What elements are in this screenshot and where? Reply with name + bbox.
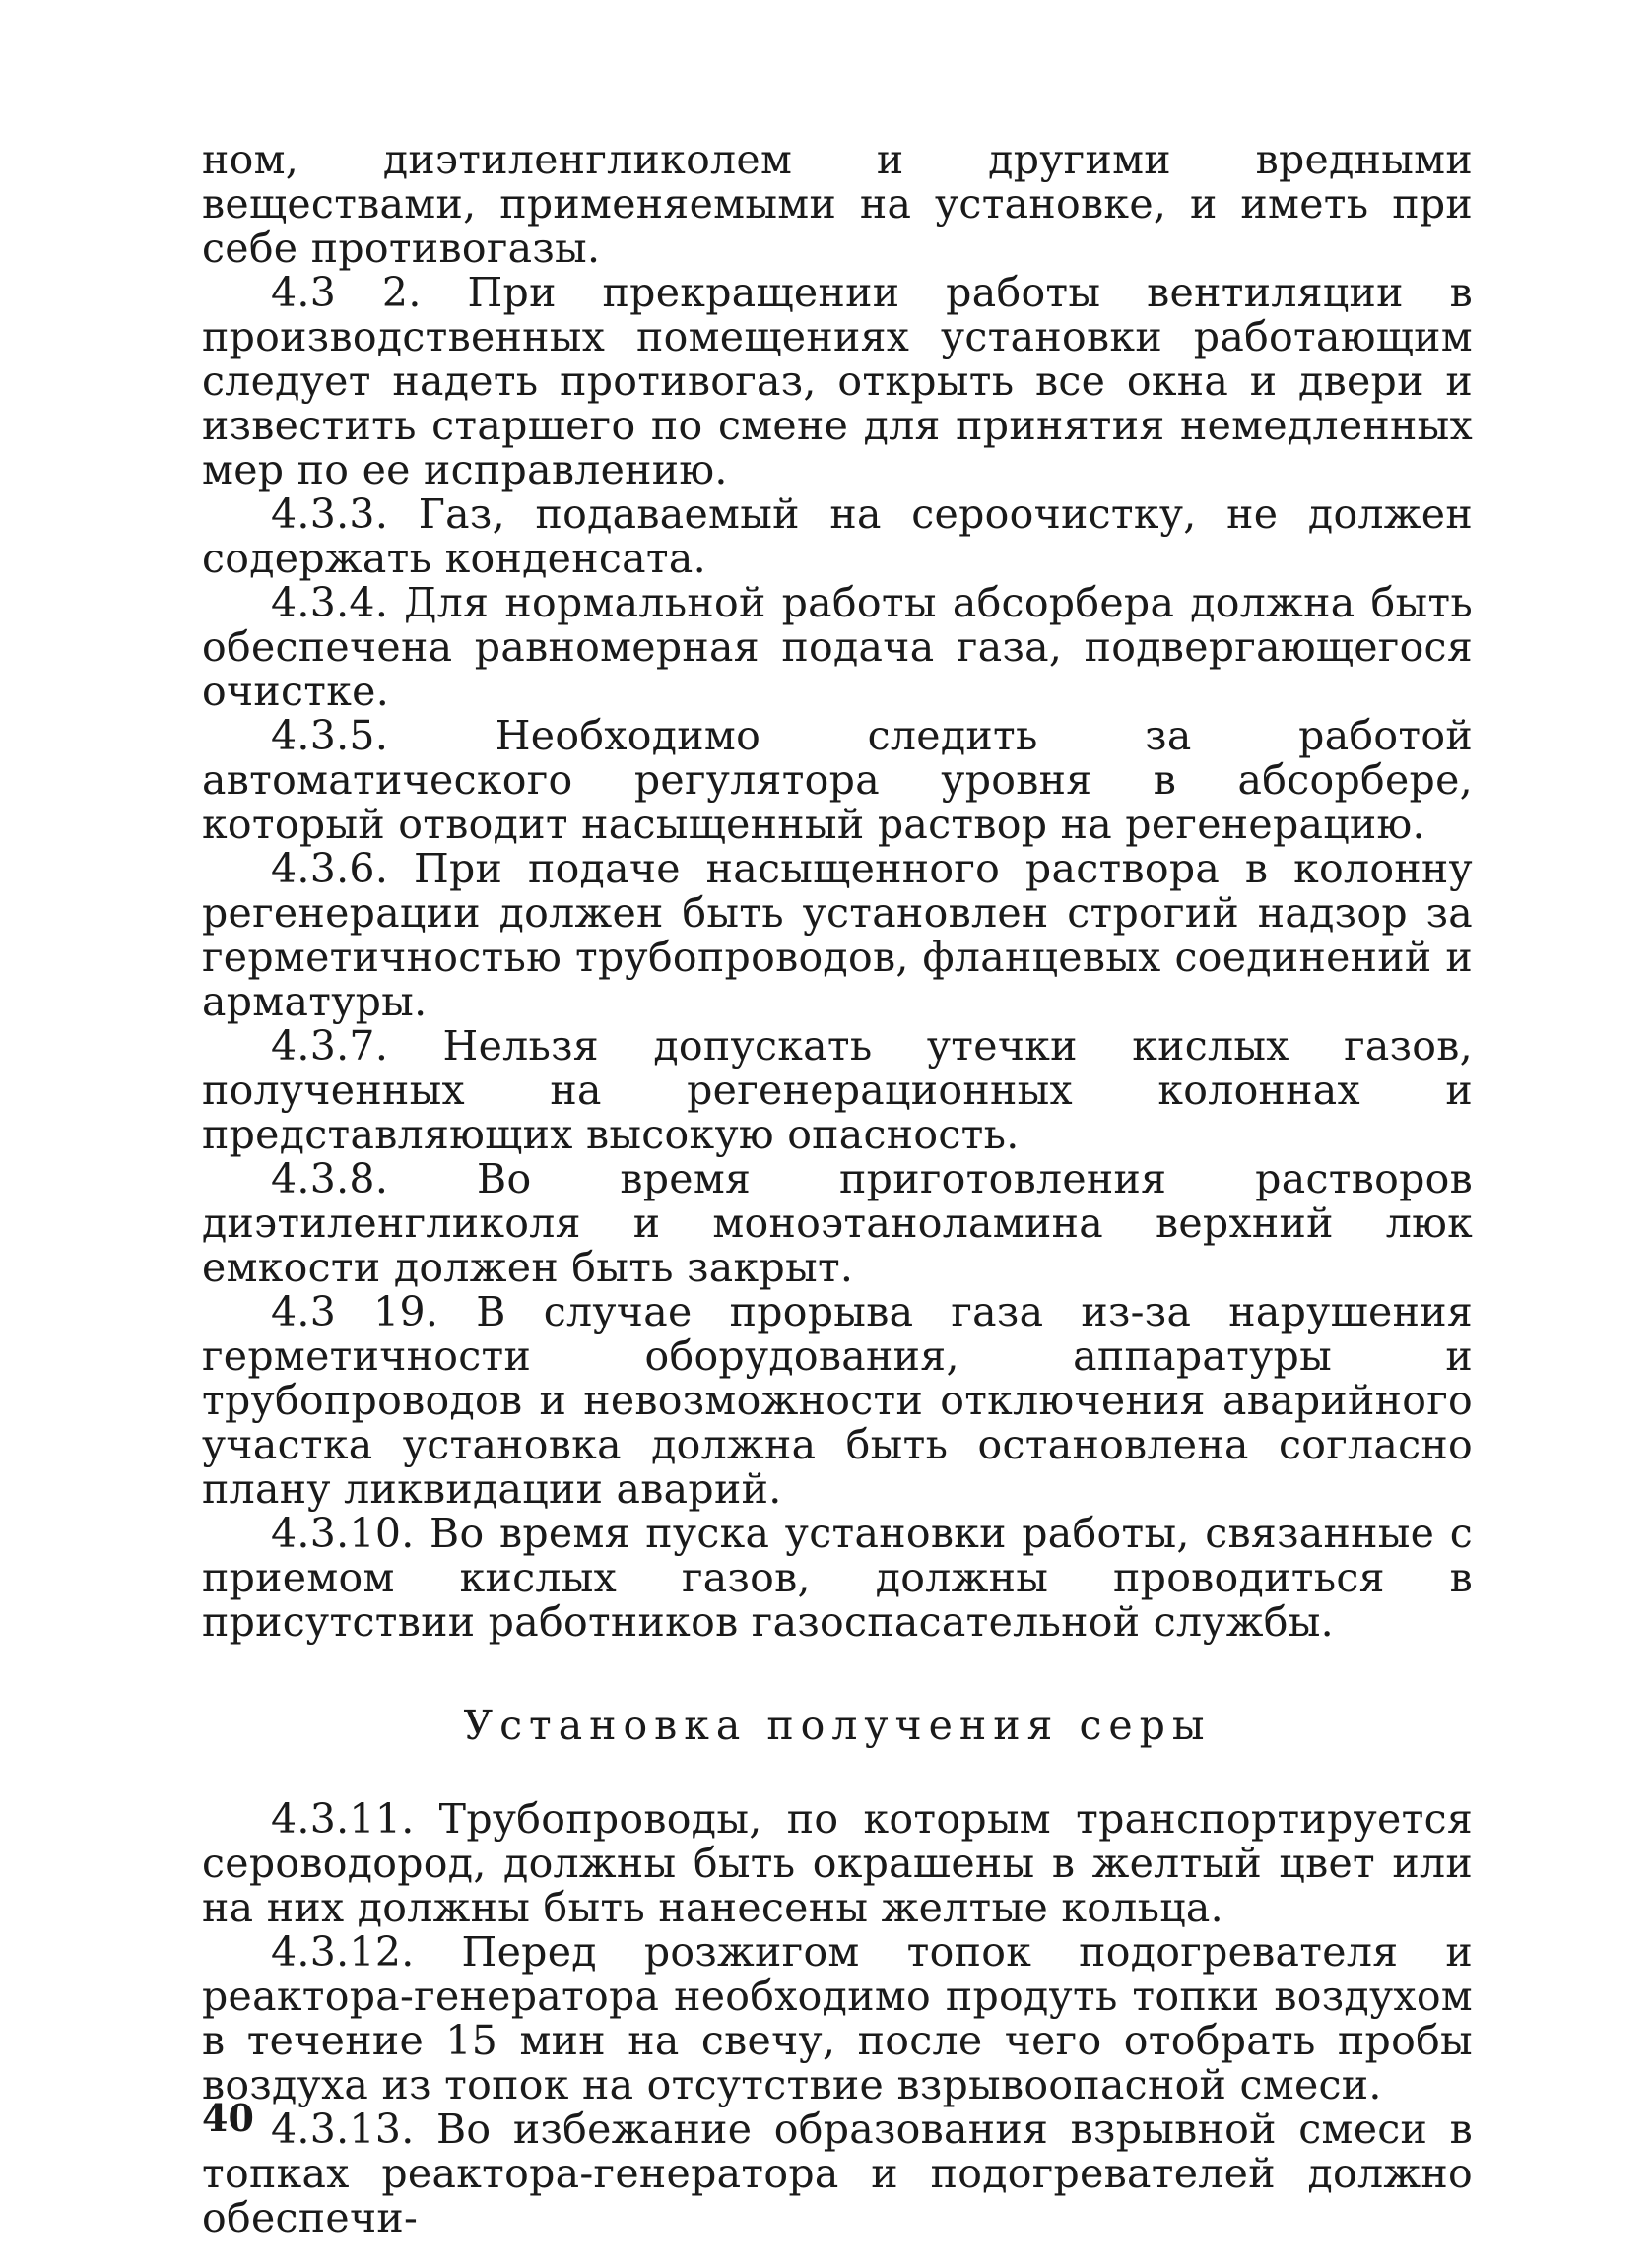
paragraph-4-3-9: 4.3 19. В случае прорыва газа из-за нарушения герметичности оборудования, аппаратуры и трубопроводов и невозможности отключения аварийного участка установка должна быть остановлена согласно плану ликвидации аварий. bbox=[202, 1288, 1473, 1513]
continuation-paragraph: ном, диэтиленгликолем и другими вредными веществами, применяемыми на установке, и иметь при себе противогазы. bbox=[202, 136, 1473, 272]
paragraph-4-3-2: 4.3 2. При прекращении работы вентиляции в производственных помещениях установки работающим следует надеть противогаз, открыть все окна и двери и известить старшего по смене для принятия немедленных мер по ее исправлению. bbox=[202, 269, 1473, 493]
paragraph-4-3-10: 4.3.10. Во время пуска установки работы, связанные с приемом кислых газов, должны проводиться в присутствии работников газоспасательной службы. bbox=[202, 1510, 1473, 1646]
document-page bbox=[202, 138, 1473, 2240]
paragraph-4-3-12: 4.3.12. Перед розжигом топок подогревателя и реактора-генератора необходимо продуть топки воздухом в течение 15 мин на свечу, после чего отобрать пробы воздуха из топок на отсутствие взрывоопасной смеси. bbox=[202, 1928, 1473, 2108]
paragraph-4-3-6: 4.3.6. При подаче насыщенного раствора в колонну регенерации должен быть установлен строгий надзор за герметичностью трубопроводов, фланцевых соединений и арматуры. bbox=[202, 845, 1473, 1025]
paragraph-4-3-11: 4.3.11. Трубопроводы, по которым транспортируется сероводород, должны быть окрашены в желтый цвет или на них должны быть нанесены желтые кольца. bbox=[202, 1795, 1473, 1931]
paragraph-4-3-4: 4.3.4. Для нормальной работы абсорбера должна быть обеспечена равномерная подача газа, подвергающегося очистке. bbox=[202, 579, 1473, 715]
paragraph-4-3-5: 4.3.5. Необходимо следить за работой автоматического регулятора уровня в абсорбере, который отводит насыщенный раствор на регенерацию. bbox=[202, 712, 1473, 848]
page-number: 40 bbox=[202, 2096, 254, 2140]
section-heading: Установка получения серы bbox=[463, 1702, 1212, 1749]
paragraph-4-3-3: 4.3.3. Газ, подаваемый на сероочистку, не должен содержать конденсата. bbox=[202, 490, 1473, 582]
paragraph-4-3-13: 4.3.13. Во избежание образования взрывной смеси в топках реактора-генератора и подогревателей должно обеспечи- bbox=[202, 2106, 1473, 2241]
paragraph-4-3-7: 4.3.7. Нельзя допускать утечки кислых газов, полученных на регенерационных колоннах и представляющих высокую опасность. bbox=[202, 1022, 1473, 1158]
paragraph-4-3-8: 4.3.8. Во время приготовления растворов диэтиленгликоля и моноэтаноламина верхний люк емкости должен быть закрыт. bbox=[202, 1155, 1473, 1291]
